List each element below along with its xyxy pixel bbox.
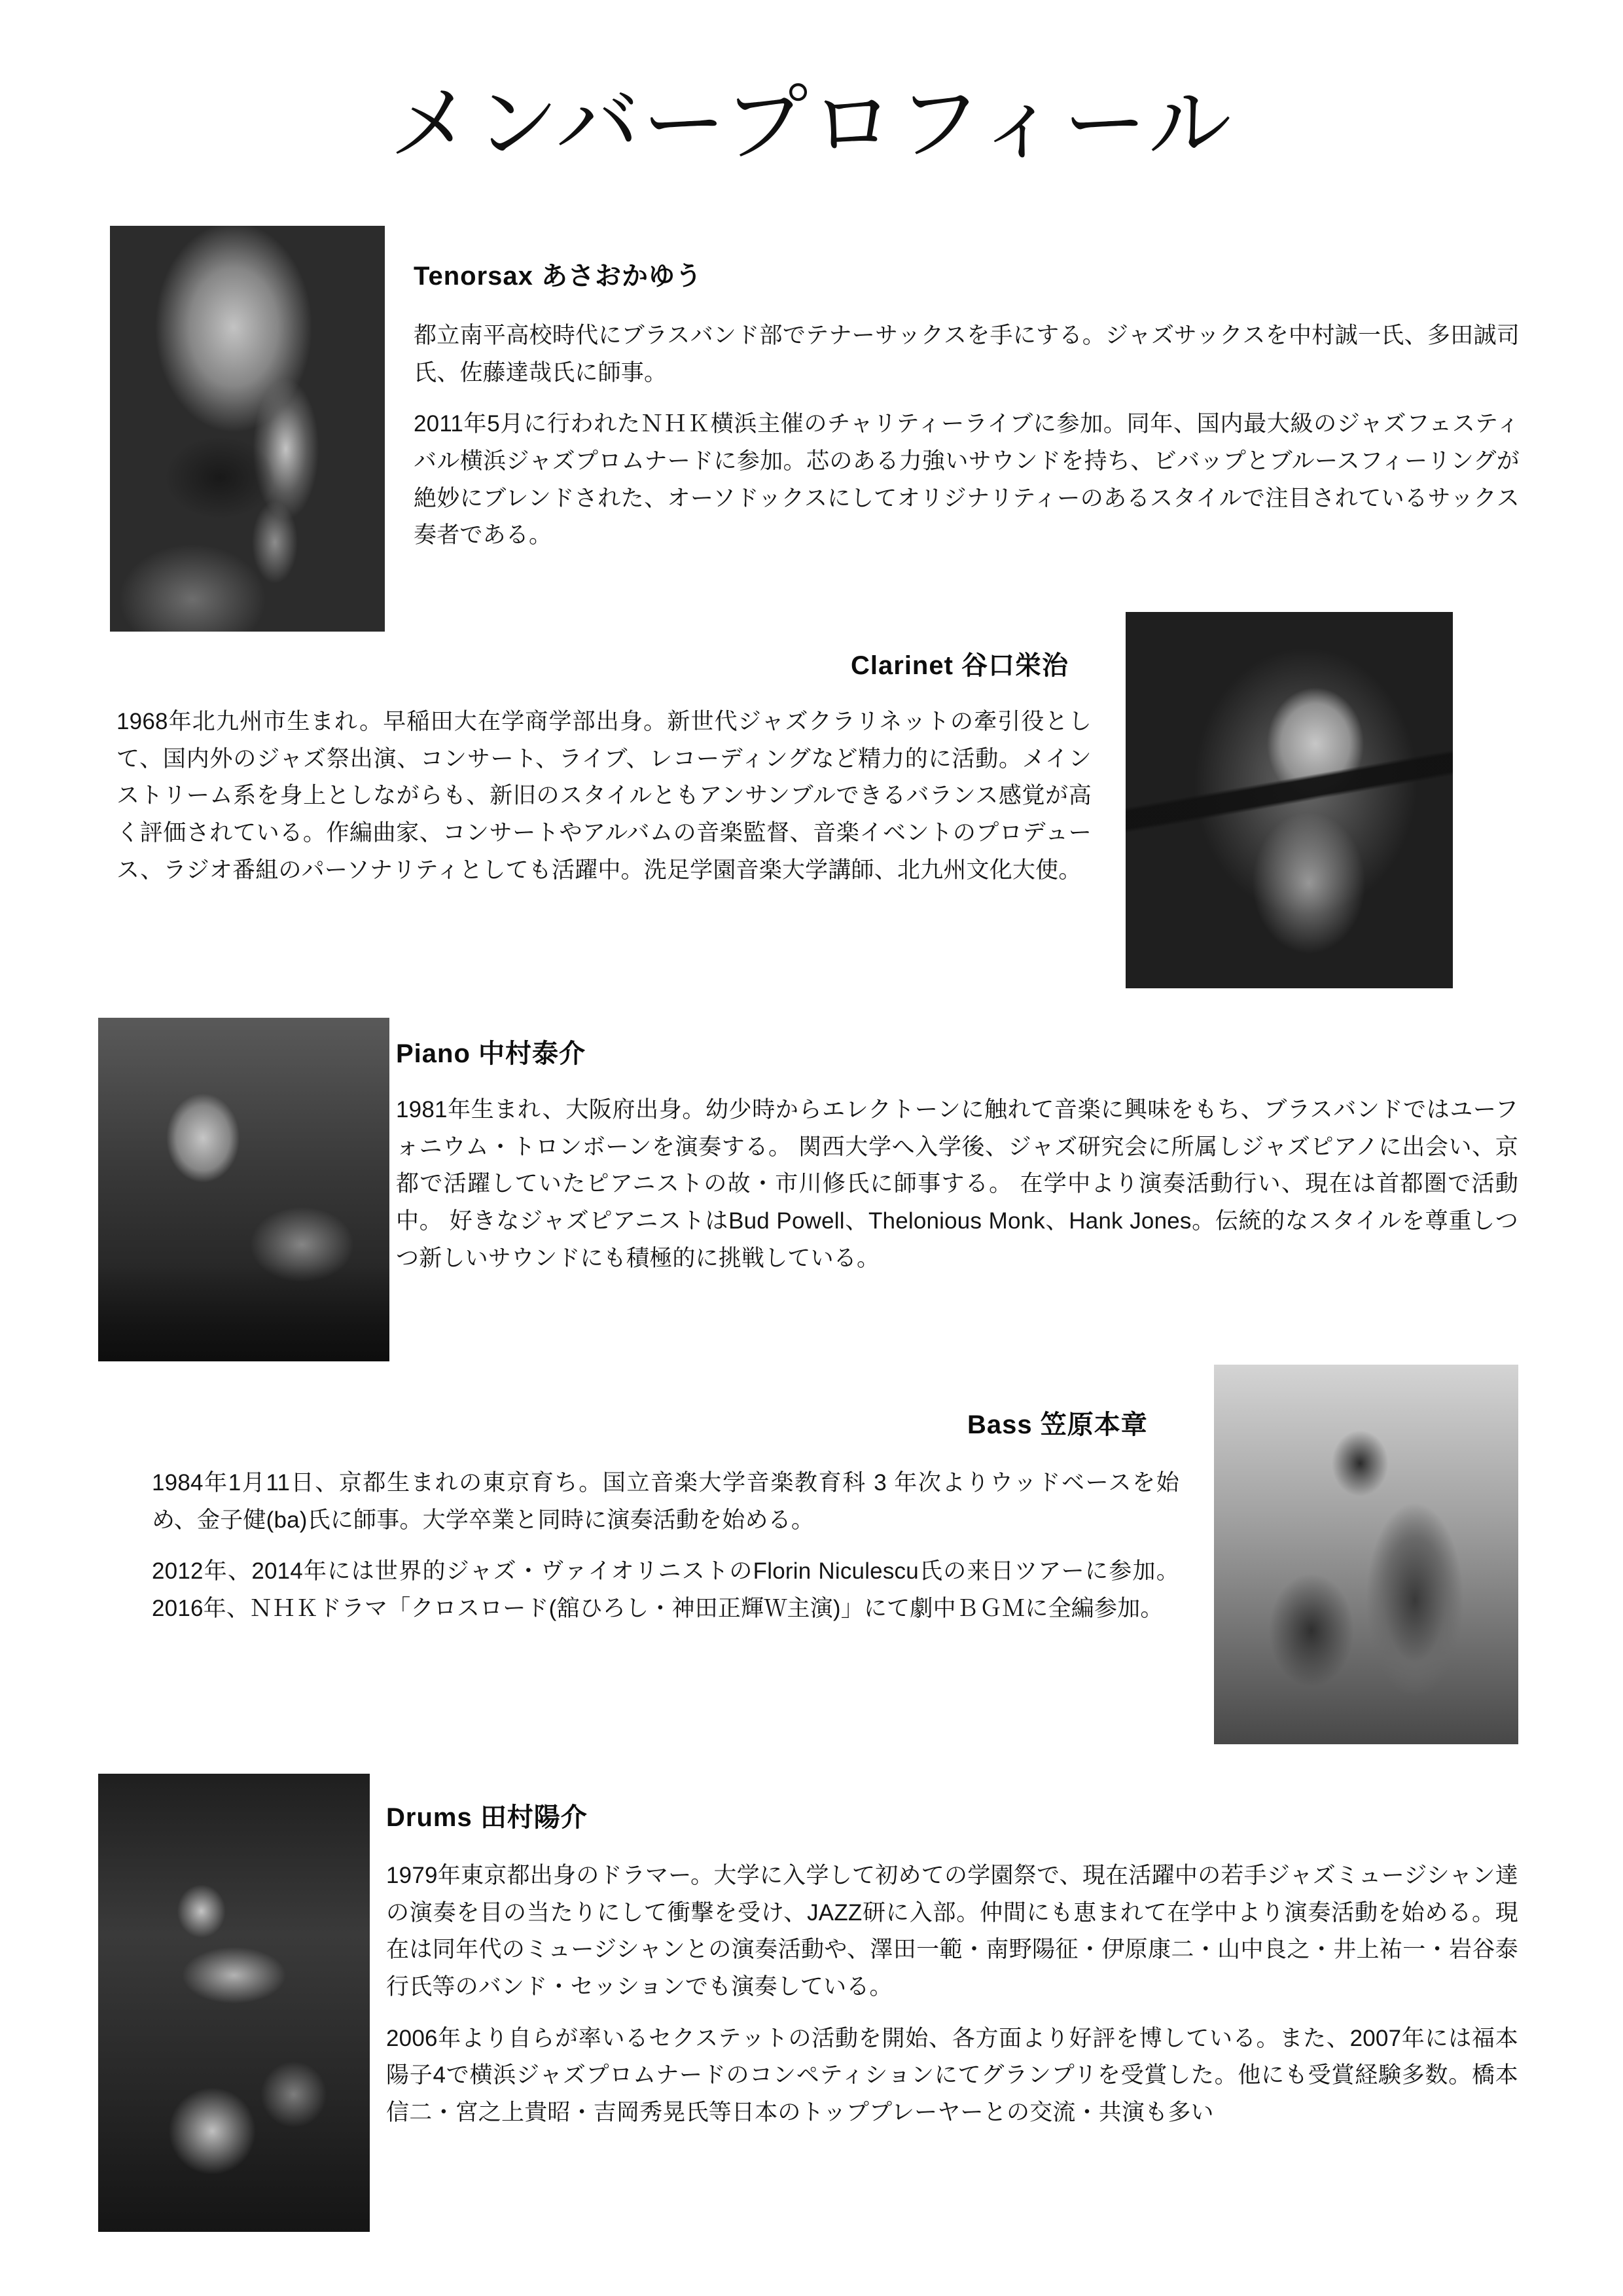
bio-paragraph: 1968年北九州市生まれ。早稲田大在学商学部出身。新世代ジャズクラリネットの牽引役として、国内外のジャズ祭出演、コンサート、ライブ、レコーディングなど精力的に活動。メインストリーム系を身上としながらも、新旧のスタイルともアンサンブルできるバランス感覚が高く評価されている。作編曲家、コンサートやアルバムの音楽監督、音楽イベントのプロデュース、ラジオ番組のパーソナリティとしても活躍中。洗足学園音楽大学講師、北九州文化大使。: [116, 709, 1092, 883]
bio-paragraph: 2011年5月に行われたＮＨＫ横浜主催のチャリティーライブに参加。同年、国内最大級のジャズフェスティバル横浜ジャズプロムナードに参加。芯のある力強いサウンドを持ち、ビバップとブルースフィーリングが絶妙にブレンドされた、オーソドックスにしてオリジナリティーのあるスタイルで注目されているサックス奏者である。: [414, 411, 1520, 548]
member-name-piano: Piano 中村泰介: [396, 1039, 586, 1068]
bio-paragraph: 都立南平高校時代にブラスバンド部でテナーサックスを手にする。ジャズサックスを中村誠一氏、多田誠司氏、佐藤達哉氏に師事。: [414, 323, 1520, 386]
bass-player-photo: [1214, 1365, 1518, 1744]
member-name-tenorsax: Tenorsax あさおかゆう: [414, 262, 702, 291]
member-name-bass: Bass 笠原本章: [967, 1410, 1148, 1439]
bio-paragraph: 2012年、2014年には世界的ジャズ・ヴァイオリニストのFlorin Niculescu氏の来日ツアーに参加。2016年、ＮＨＫドラマ「クロスロード(舘ひろし・神田正輝Ｗ主演)」にて劇中ＢＧＭに全編参加。: [152, 1558, 1179, 1622]
photo-layer: [1214, 1365, 1518, 1744]
member-name-clarinet: Clarinet 谷口栄治: [851, 651, 1069, 680]
member-bio-drums: [386, 1857, 1518, 2132]
drums-player-photo: [98, 1774, 370, 2232]
member-bio-tenorsax: [414, 317, 1520, 554]
bio-paragraph: 1979年東京都出身のドラマー。大学に入学して初めての学園祭で、現在活躍中の若手ジャズミュージシャン達の演奏を目の当たりにして衝撃を受け、JAZZ研に入部。仲間にも恵まれて在学中より演奏活動を始める。現在は同年代のミュージシャンとの演奏活動や、澤田一範・南野陽征・伊原康二・山中良之・井上祐一・岩谷泰行氏等のバンド・セッションでも演奏している。: [386, 1863, 1518, 2000]
page-title: メンバープロフィール: [389, 77, 1234, 171]
bio-paragraph: 1981年生まれ、大阪府出身。幼少時からエレクトーンに触れて音楽に興味をもち、ブラスバンドではユーフォニウム・トロンボーンを演奏する。 関西大学へ入学後、ジャズ研究会に所属しジャズピアノに出会い、京都で活躍していたピアニストの故・市川修氏に師事する。 在学中より演奏活動行い、現在は首都圏で活動中。 好きなジャズピアニストはBud Powell、Thelonious Monk、Hank Jones。伝統的なスタイルを尊重しつつ新しいサウンドにも積極的に挑戦している。: [396, 1097, 1518, 1271]
member-bio-clarinet: [116, 704, 1092, 889]
photo-layer: [110, 226, 385, 632]
member-bio-piano: [396, 1092, 1518, 1277]
member-name-drums: Drums 田村陽介: [386, 1803, 588, 1832]
bio-paragraph: 2006年より自らが率いるセクステットの活動を開始、各方面より好評を博している。また、2007年には福本陽子4で横浜ジャズプロムナードのコンペティションにてグランプリを受賞した。他にも受賞経験多数。橋本信二・宮之上貴昭・吉岡秀晃氏等日本のトッププレーヤーとの交流・共演も多い: [386, 2025, 1518, 2126]
tenor-sax-player-photo: [110, 226, 385, 632]
clarinet-player-photo: [1126, 612, 1453, 988]
member-bio-bass: [152, 1465, 1179, 1628]
photo-layer: [98, 1774, 370, 2232]
photo-layer: [98, 1018, 389, 1361]
bio-paragraph: 1984年1月11日、京都生まれの東京育ち。国立音楽大学音楽教育科 3 年次よりウッドベースを始め、金子健(ba)氏に師事。大学卒業と同時に演奏活動を始める。: [152, 1470, 1179, 1533]
piano-player-photo: [98, 1018, 389, 1361]
photo-layer: [1126, 612, 1453, 988]
